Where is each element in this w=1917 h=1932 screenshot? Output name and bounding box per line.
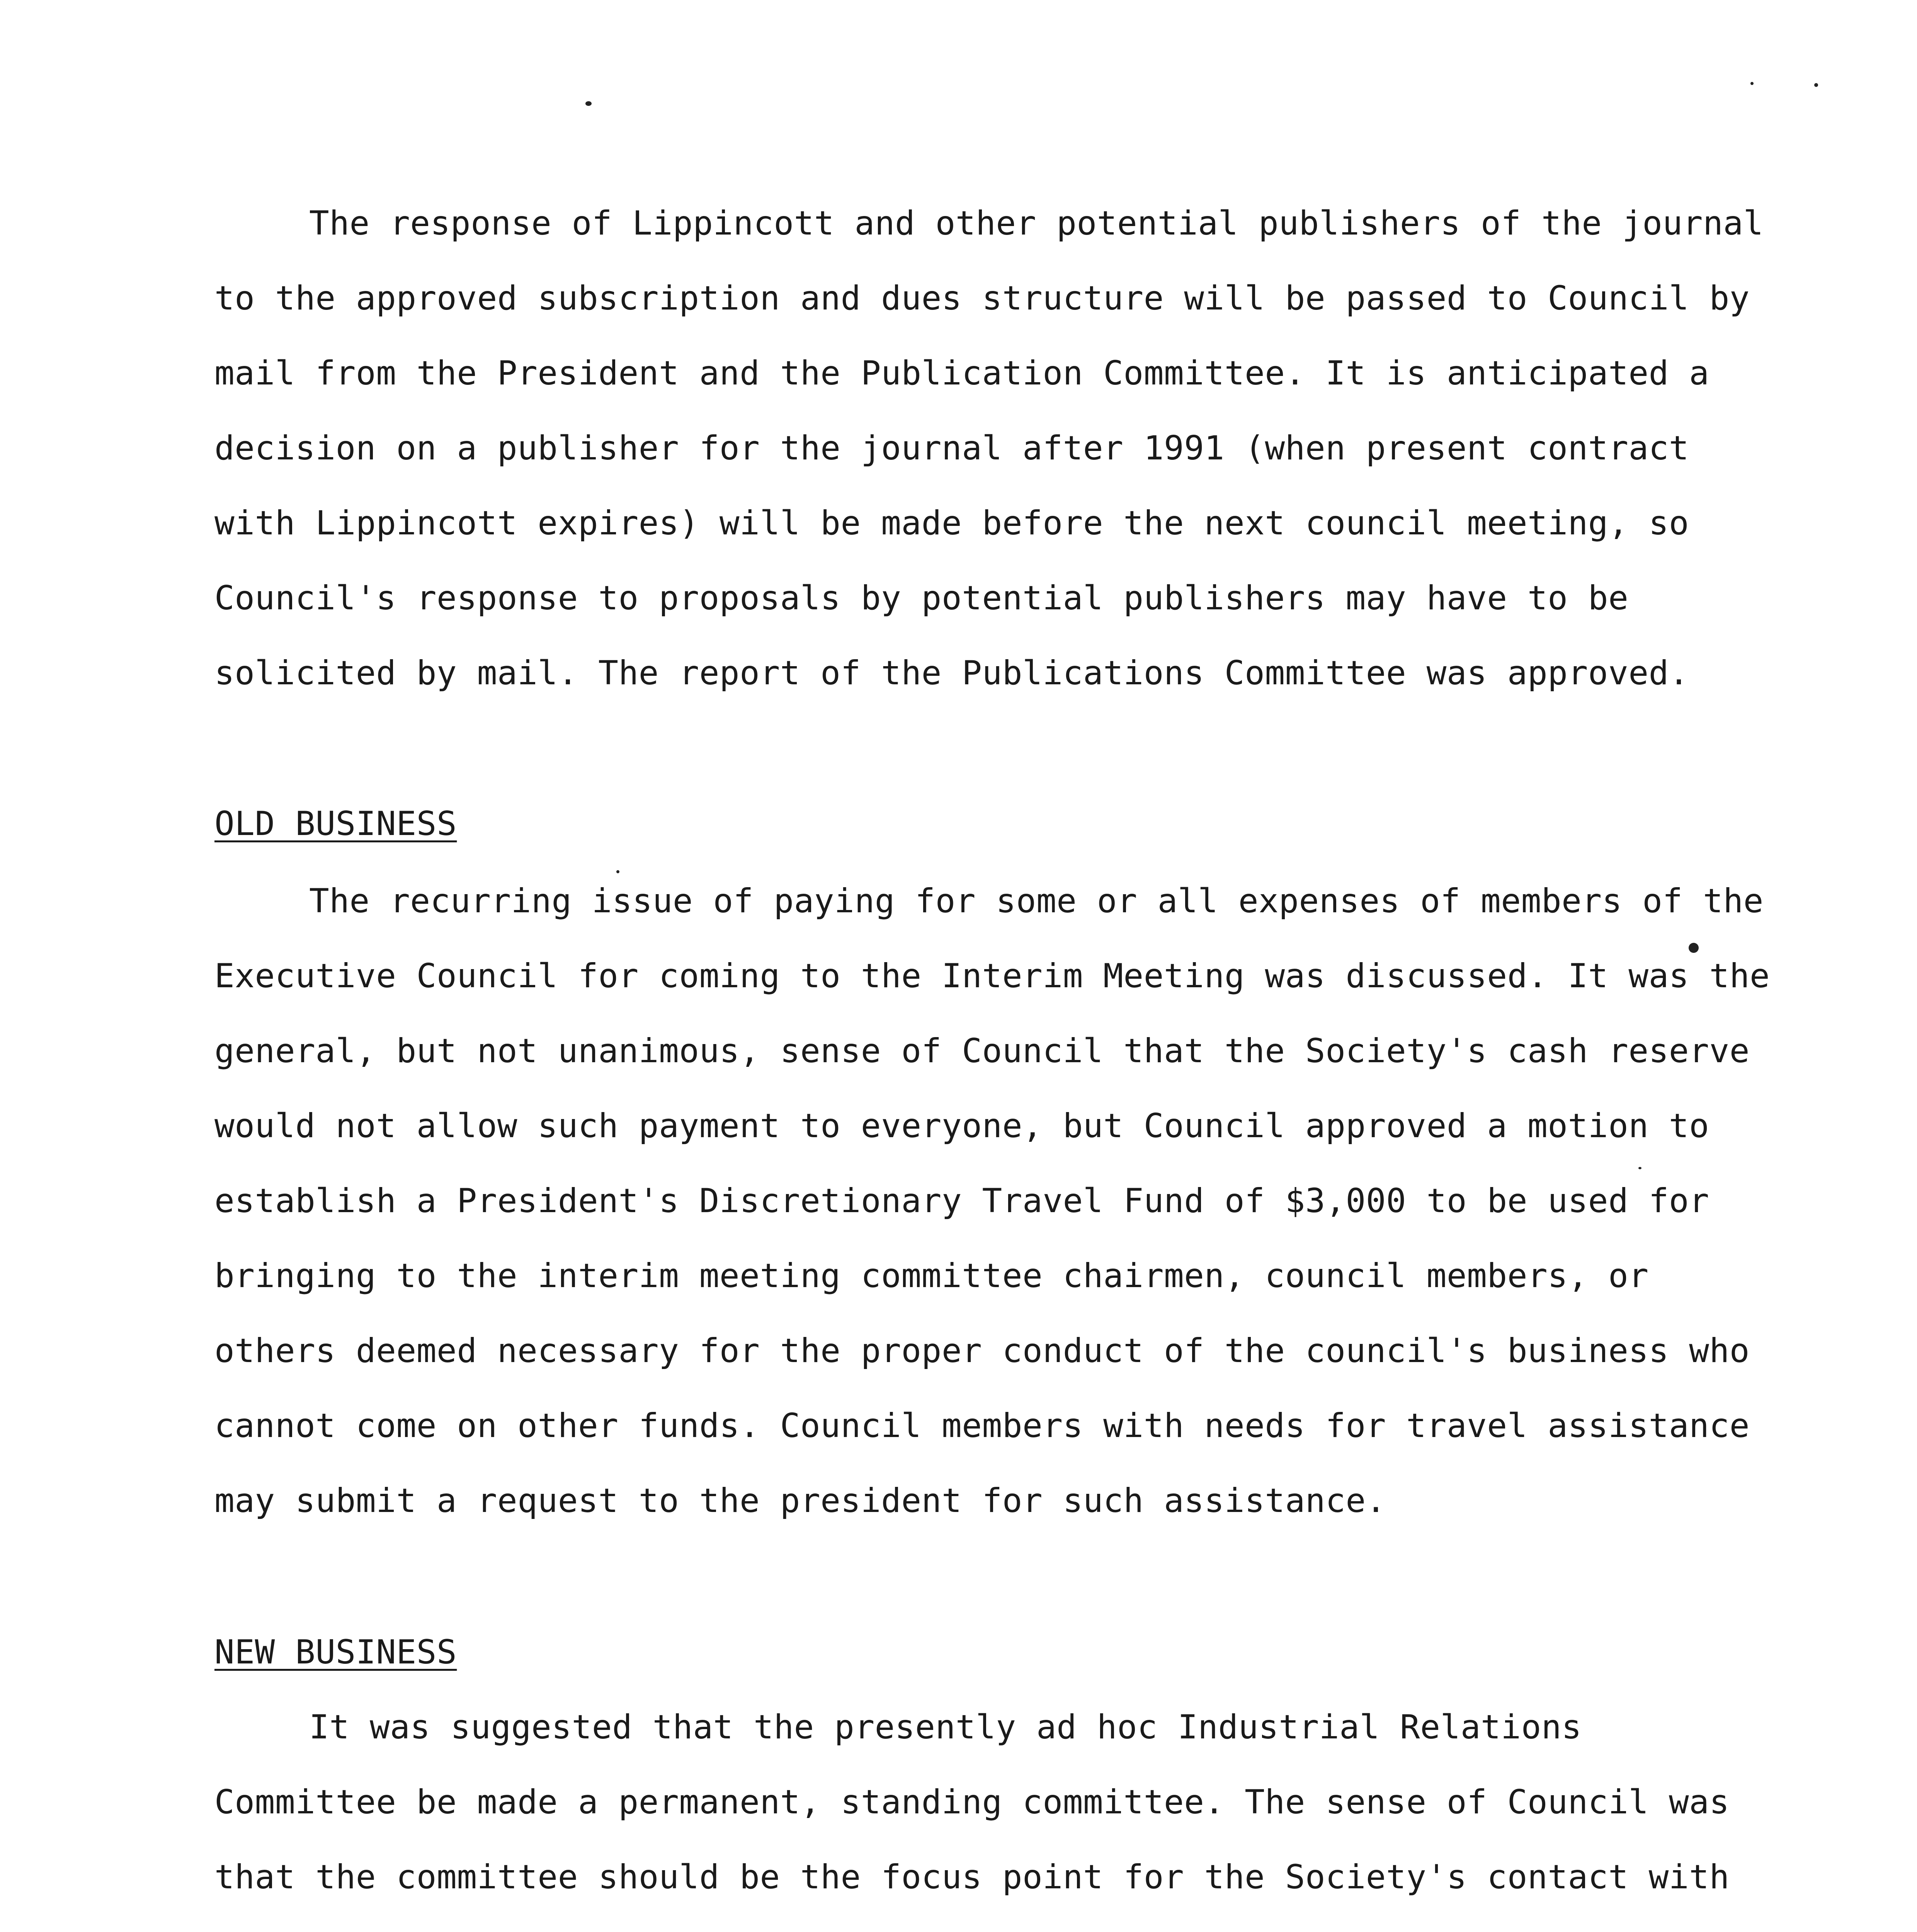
paragraph-1-line: mail from the President and the Publication Committee. It is anticipated a	[214, 354, 1709, 393]
paragraph-1-line: decision on a publisher for the journal after 1991 (when present contract	[214, 429, 1689, 468]
paragraph-1-line: with Lippincott expires) will be made before the next council meeting, so	[214, 504, 1689, 543]
paragraph-2-line: establish a President's Discretionary Travel Fund of $3,000 to be used for	[214, 1182, 1709, 1220]
paragraph-3-line: Committee be made a permanent, standing committee. The sense of Council was	[214, 1783, 1730, 1821]
paragraph-2-line: others deemed necessary for the proper conduct of the council's business who	[214, 1332, 1750, 1370]
paragraph-1-line: The response of Lippincott and other potential publishers of the journal	[309, 204, 1764, 243]
scan-speck	[1638, 1167, 1641, 1169]
paragraph-2-line: cannot come on other funds. Council members with needs for travel assistance	[214, 1406, 1750, 1445]
paragraph-2-line: bringing to the interim meeting committee chairmen, council members, or	[214, 1257, 1649, 1295]
paragraph-2-line: would not allow such payment to everyone, but Council approved a motion to	[214, 1107, 1709, 1145]
paragraph-2-line: general, but not unanimous, sense of Council that the Society's cash reserve	[214, 1032, 1750, 1070]
scan-speck	[585, 101, 592, 106]
scan-speck	[1689, 943, 1699, 953]
scan-speck	[1814, 83, 1818, 87]
scan-speck	[616, 870, 619, 873]
paragraph-2-line: may submit a request to the president for such assistance.	[214, 1481, 1386, 1520]
paragraph-3-line: that the committee should be the focus point for the Society's contact with	[214, 1858, 1730, 1896]
paragraph-1-line: Council's response to proposals by potential publishers may have to be	[214, 579, 1629, 617]
paragraph-2-line: Executive Council for coming to the Interim Meeting was discussed. It was the	[214, 957, 1770, 995]
paragraph-2-line: The recurring issue of paying for some or all expenses of members of the	[309, 882, 1764, 920]
paragraph-3-line: It was suggested that the presently ad hoc Industrial Relations	[309, 1708, 1582, 1747]
paragraph-1-line: solicited by mail. The report of the Publications Committee was approved.	[214, 654, 1689, 692]
new-business-heading: NEW BUSINESS	[214, 1633, 457, 1672]
scan-speck	[1750, 82, 1754, 85]
old-business-heading: OLD BUSINESS	[214, 804, 457, 843]
paragraph-1-line: to the approved subscription and dues structure will be passed to Council by	[214, 279, 1750, 318]
